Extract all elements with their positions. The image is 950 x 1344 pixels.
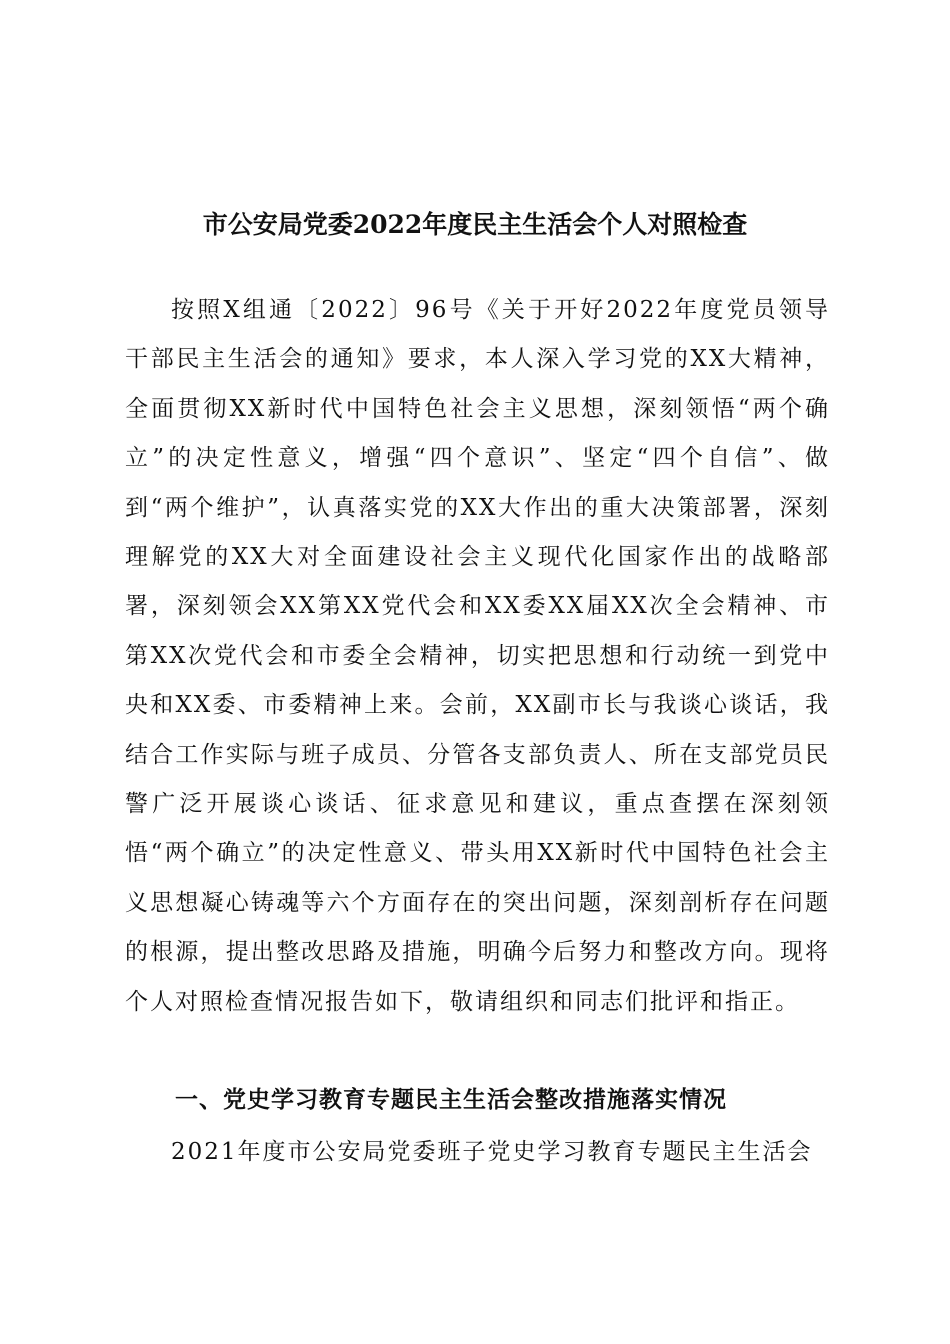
section-heading: 一、党史学习教育专题民主生活会整改措施落实情况 (175, 1087, 727, 1113)
intro-paragraph: 按照X组通〔2022〕96号《关于开好2022年度党员领导干部民主生活会的通知》要求，本人深入学习党的XX大精神，全面贯彻XX新时代中国特色社会主义思想，深刻领悟“两个确立”的决定性意义，增强“四个意识”、坚定“四个自信”、做到“两个维护”，认真落实党的XX大作出的重大决策部署，深刻理解党的XX大对全面建设社会主义现代化国家作出的战略部署，深刻领会XX第XX党代会和XX委XX届XX次全会精神、市第XX次党代会和市委全会精神，切实把思想和行动统一到党中央和XX委、市委精神上来。会前，XX副市长与我谈心谈话，我结合工作实际与班子成员、分管各支部负责人、所在支部党员民警广泛开展谈心谈话、征求意见和建议，重点查摆在深刻领悟“两个确立”的决定性意义、带头用XX新时代中国特色社会主义思想凝心铸魂等六个方面存在的突出问题，深刻剖析存在问题的根源，提出整改思路及措施，明确今后努力和整改方向。现将个人对照检查情况报告如下，敬请组织和同志们批评和指正。 (125, 297, 830, 1015)
section-paragraph: 2021年度市公安局党委班子党史学习教育专题民主生活会 (171, 1139, 813, 1165)
document-title: 市公安局党委2022年度民主生活会个人对照检查 (202, 210, 748, 239)
